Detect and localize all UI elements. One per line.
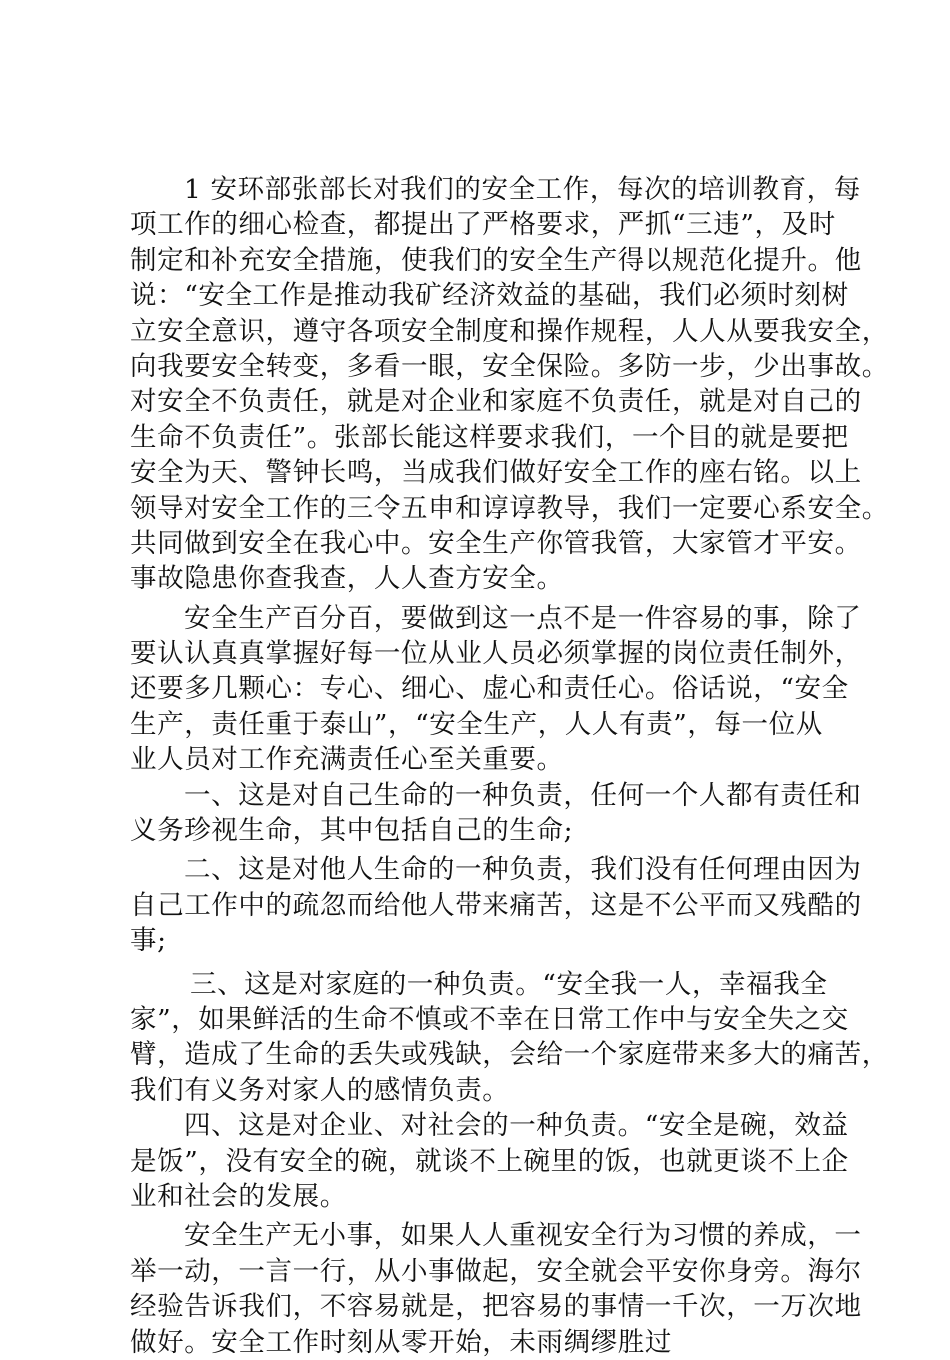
text-line: 二、这是对他人生命的一种负责，我们没有任何理由因为 <box>184 854 862 886</box>
text-line: 事故隐患你查我查，人人查方安全。 <box>130 563 564 595</box>
text-line: 生命不负责任”。张部长能这样要求我们，一个目的就是要把 <box>130 421 849 453</box>
text-line: 举一动，一言一行，从小事做起，安全就会平安你身旁。海尔 <box>130 1255 862 1287</box>
text-line: 向我要安全转变，多看一眼，安全保险。多防一步，少出事故。 <box>130 350 889 382</box>
text-line: 项工作的细心检查，都提出了严格要求，严抓“三违”，及时 <box>130 209 836 241</box>
text-line: 自己工作中的疏忽而给他人带来痛苦，这是不公平而又残酷的 <box>130 889 862 921</box>
text-line: 事; <box>130 925 167 957</box>
text-line: 三、这是对家庭的一种负责。“安全我一人，幸福我全 <box>190 968 828 1000</box>
text-line: 说：“安全工作是推动我矿经济效益的基础，我们必须时刻树 <box>130 280 849 312</box>
text-line: 业人员对工作充满责任心至关重要。 <box>130 744 564 776</box>
text-line: 臂，造成了生命的丢失或残缺，会给一个家庭带来多大的痛苦， <box>130 1039 889 1071</box>
document-body <box>130 172 889 1360</box>
text-line: 安全为天、警钟长鸣，当成我们做好安全工作的座右铭。以上 <box>130 457 862 489</box>
text-line: 四、这是对企业、对社会的一种负责。“安全是碗，效益 <box>184 1110 849 1142</box>
text-line: 做好。安全工作时刻从零开始，未雨绸缪胜过 <box>130 1326 672 1358</box>
text-line: 义务珍视生命，其中包括自己的生命; <box>130 815 574 847</box>
text-line: 家”，如果鲜活的生命不慎或不幸在日常工作中与安全失之交 <box>130 1003 849 1035</box>
text-line: 是饭”，没有安全的碗，就谈不上碗里的饭，也就更谈不上企 <box>130 1145 849 1177</box>
text-line: 安全生产百分百，要做到这一点不是一件容易的事，除了 <box>184 602 862 634</box>
text-line: 1 安环部张部长对我们的安全工作，每次的培训教育，每 <box>184 174 861 205</box>
text-line: 还要多几颗心：专心、细心、虚心和责任心。俗话说，“安全 <box>130 673 849 705</box>
text-line: 生产，责任重于泰山”，“安全生产，人人有责”，每一位从 <box>130 708 823 740</box>
text-line: 一、这是对自己生命的一种负责，任何一个人都有责任和 <box>184 779 862 811</box>
text-line: 经验告诉我们，不容易就是，把容易的事情一千次，一万次地 <box>130 1291 862 1323</box>
text-line: 业和社会的发展。 <box>130 1180 347 1212</box>
text-line: 领导对安全工作的三令五申和谆谆教导，我们一定要心系安全。 <box>130 492 889 524</box>
text-line: 要认认真真掌握好每一位从业人员必须掌握的岗位责任制外， <box>130 638 862 670</box>
text-line: 对安全不负责任，就是对企业和家庭不负责任，就是对自己的 <box>130 386 862 418</box>
text-line: 立安全意识，遵守各项安全制度和操作规程，人人从要我安全， <box>130 315 889 347</box>
text-line: 我们有义务对家人的感情负责。 <box>130 1074 510 1106</box>
text-line: 共同做到安全在我心中。安全生产你管我管，大家管才平安。 <box>130 527 862 559</box>
text-line: 制定和补充安全措施，使我们的安全生产得以规范化提升。他 <box>130 244 862 276</box>
text-line: 安全生产无小事，如果人人重视安全行为习惯的养成，一 <box>184 1220 862 1252</box>
